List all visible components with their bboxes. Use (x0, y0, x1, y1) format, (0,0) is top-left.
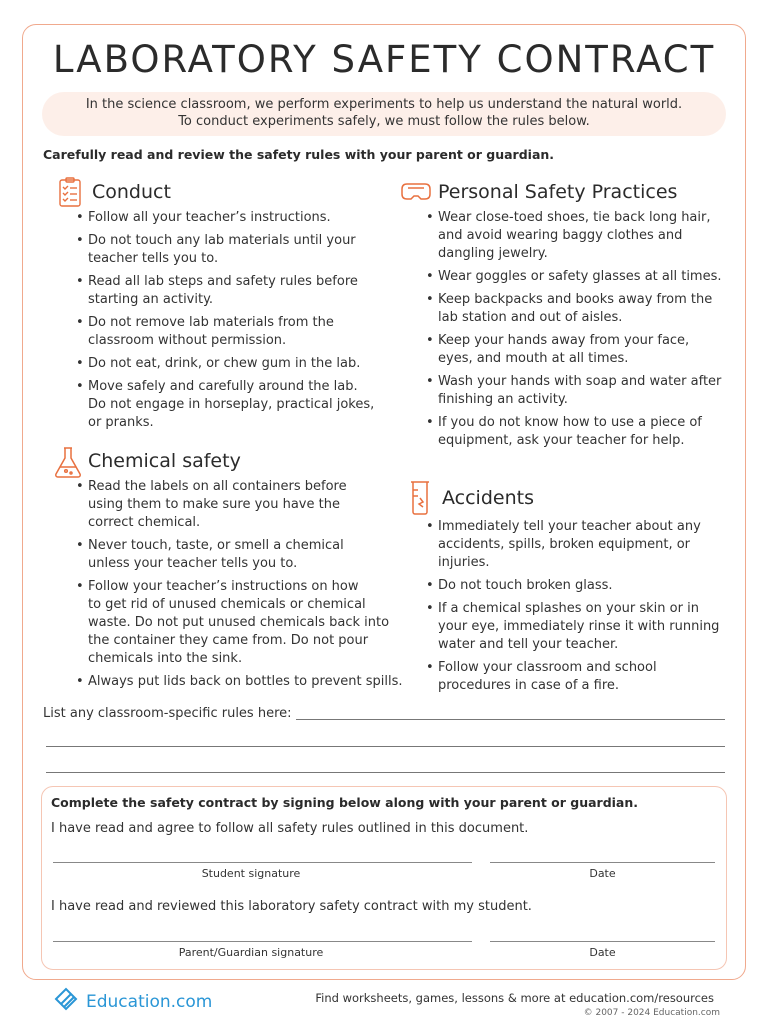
conduct-rule-item (76, 273, 388, 309)
parent-statement: I have read and reviewed this laboratory safety contract with my student. (51, 899, 532, 914)
chemical-safety-section (54, 446, 404, 696)
chemical-rule-line: chemicals into the sink. (88, 651, 243, 666)
parent-signature-line[interactable] (53, 941, 472, 942)
chemical-rule-line: • Always put lids back on bottles to prevent spills. (88, 674, 403, 689)
personal-rule-line: equipment, ask your teacher for help. (438, 433, 685, 448)
conduct-rule-line: classroom without permission. (88, 333, 287, 348)
accidents-section (408, 480, 738, 700)
accidents-rule-line: procedures in case of a fire. (438, 678, 620, 693)
accidents-rule-item (426, 600, 738, 654)
conduct-rule-line: • Move safely and carefully around the lab. (88, 379, 358, 394)
conduct-rules-list (76, 209, 388, 432)
footer-copyright: © 2007 - 2024 Education.com (583, 1008, 720, 1018)
classroom-rules-label: List any classroom-specific rules here: (43, 706, 292, 721)
instructions-text: Carefully read and review the safety rules with your parent or guardian. (43, 147, 555, 162)
accidents-rule-line: • Immediately tell your teacher about any (438, 519, 701, 534)
conduct-rule-line: Do not engage in horseplay, practical jokes, (88, 397, 375, 412)
intro-banner (42, 92, 726, 136)
parent-signature-label: Parent/Guardian signature (178, 946, 324, 959)
footer-find-text: Find worksheets, games, lessons & more at education.com/resources (315, 991, 714, 1005)
accidents-rule-line: your eye, immediately rinse it with running (438, 619, 720, 634)
accidents-rule-item (426, 518, 738, 572)
accidents-title: Accidents (442, 487, 534, 509)
education-logo-text: Education.com (86, 992, 213, 1012)
personal-rule-line: • Wash your hands with soap and water after (438, 374, 722, 389)
conduct-title: Conduct (92, 181, 171, 203)
chemical-rule-line: • Never touch, taste, or smell a chemical (88, 538, 344, 553)
accidents-rule-line: • Follow your classroom and school (438, 660, 657, 675)
student-date-label: Date (589, 867, 616, 880)
conduct-rule-line: teacher tells you to. (88, 251, 219, 266)
chemical-rule-line: • Read the labels on all containers before (88, 479, 347, 494)
accidents-rule-line: • Do not touch broken glass. (438, 578, 613, 593)
personal-rule-line: and avoid wearing baggy clothes and (438, 228, 683, 243)
conduct-section (58, 177, 388, 437)
student-signature-line[interactable] (53, 862, 472, 863)
student-statement: I have read and agree to follow all safety rules outlined in this document. (51, 821, 529, 836)
accidents-rule-line: water and tell your teacher. (438, 637, 619, 652)
conduct-rule-line: • Follow all your teacher’s instructions. (88, 210, 331, 225)
parent-date-line[interactable] (490, 941, 715, 942)
goggles-icon (400, 177, 432, 207)
personal-safety-title: Personal Safety Practices (438, 181, 678, 203)
personal-rule-line: finishing an activity. (438, 392, 568, 407)
chemical-rule-line: the container they came from. Do not pour (88, 633, 369, 648)
classroom-rules-line-1[interactable] (296, 719, 725, 720)
personal-rule-line: • Keep your hands away from your face, (438, 333, 690, 348)
accidents-rule-item (426, 659, 738, 695)
personal-rule-item (426, 373, 740, 409)
personal-rule-item (426, 268, 740, 286)
conduct-rule-line: • Read all lab steps and safety rules before (88, 274, 358, 289)
chemical-rule-line: using them to make sure you have the (88, 497, 340, 512)
student-signature-label: Student signature (201, 867, 301, 880)
beaker-spill-icon (408, 480, 436, 516)
personal-rule-line: dangling jewelry. (438, 246, 548, 261)
conduct-rule-line: • Do not touch any lab materials until your (88, 233, 356, 248)
personal-rule-line: eyes, and mouth at all times. (438, 351, 629, 366)
parent-date-label: Date (589, 946, 616, 959)
chemical-rule-item (76, 578, 404, 668)
conduct-rule-line: or pranks. (88, 415, 154, 430)
education-logo-icon (52, 985, 82, 1019)
education-logo[interactable] (52, 985, 212, 1019)
conduct-rule-line: • Do not eat, drink, or chew gum in the lab. (88, 356, 361, 371)
personal-safety-section (400, 177, 740, 455)
personal-rule-item (426, 291, 740, 327)
chemical-safety-title: Chemical safety (88, 450, 241, 472)
conduct-rule-item (76, 378, 388, 432)
personal-rule-line: • Wear goggles or safety glasses at all times. (438, 269, 722, 284)
personal-rules-list (426, 209, 740, 450)
classroom-rules-line-2[interactable] (46, 746, 725, 747)
chemical-rule-item (76, 537, 404, 573)
personal-rule-line: • Keep backpacks and books away from the (438, 292, 713, 307)
intro-line-1: In the science classroom, we perform experiments to help us understand the natural world. (85, 97, 683, 112)
clipboard-checklist-icon (58, 177, 86, 207)
signature-title: Complete the safety contract by signing below along with your parent or guardian. (51, 795, 639, 810)
accidents-rules-list (426, 518, 738, 695)
chemical-rule-line: to get rid of unused chemicals or chemical (88, 597, 366, 612)
personal-rule-line: • If you do not know how to use a piece of (438, 415, 702, 430)
chemical-rule-item (76, 478, 404, 532)
personal-rule-item (426, 209, 740, 263)
chemical-rules-list (76, 478, 404, 691)
chemical-rule-line: waste. Do not put unused chemicals back into (88, 615, 390, 630)
accidents-rule-line: injuries. (438, 555, 490, 570)
page-title: LABORATORY SAFETY CONTRACT (52, 38, 716, 81)
chemical-rule-item (76, 673, 404, 691)
conduct-rule-line: starting an activity. (88, 292, 214, 307)
conduct-rule-item (76, 232, 388, 268)
student-date-line[interactable] (490, 862, 715, 863)
chemical-rule-line: • Follow your teacher’s instructions on how (88, 579, 359, 594)
chemical-rule-line: correct chemical. (88, 515, 201, 530)
accidents-rule-item (426, 577, 738, 595)
personal-rule-line: • Wear close-toed shoes, tie back long hair, (438, 210, 711, 225)
flask-icon (54, 446, 82, 476)
personal-rule-item (426, 414, 740, 450)
conduct-rule-line: • Do not remove lab materials from the (88, 315, 334, 330)
conduct-rule-item (76, 209, 388, 227)
intro-line-2: To conduct experiments safely, we must follow the rules below. (178, 114, 590, 129)
chemical-rule-line: unless your teacher tells you to. (88, 556, 298, 571)
classroom-rules-line-3[interactable] (46, 772, 725, 773)
personal-rule-item (426, 332, 740, 368)
personal-rule-line: lab station and out of aisles. (438, 310, 623, 325)
accidents-rule-line: accidents, spills, broken equipment, or (438, 537, 691, 552)
accidents-rule-line: • If a chemical splashes on your skin or in (438, 601, 699, 616)
conduct-rule-item (76, 314, 388, 350)
conduct-rule-item (76, 355, 388, 373)
